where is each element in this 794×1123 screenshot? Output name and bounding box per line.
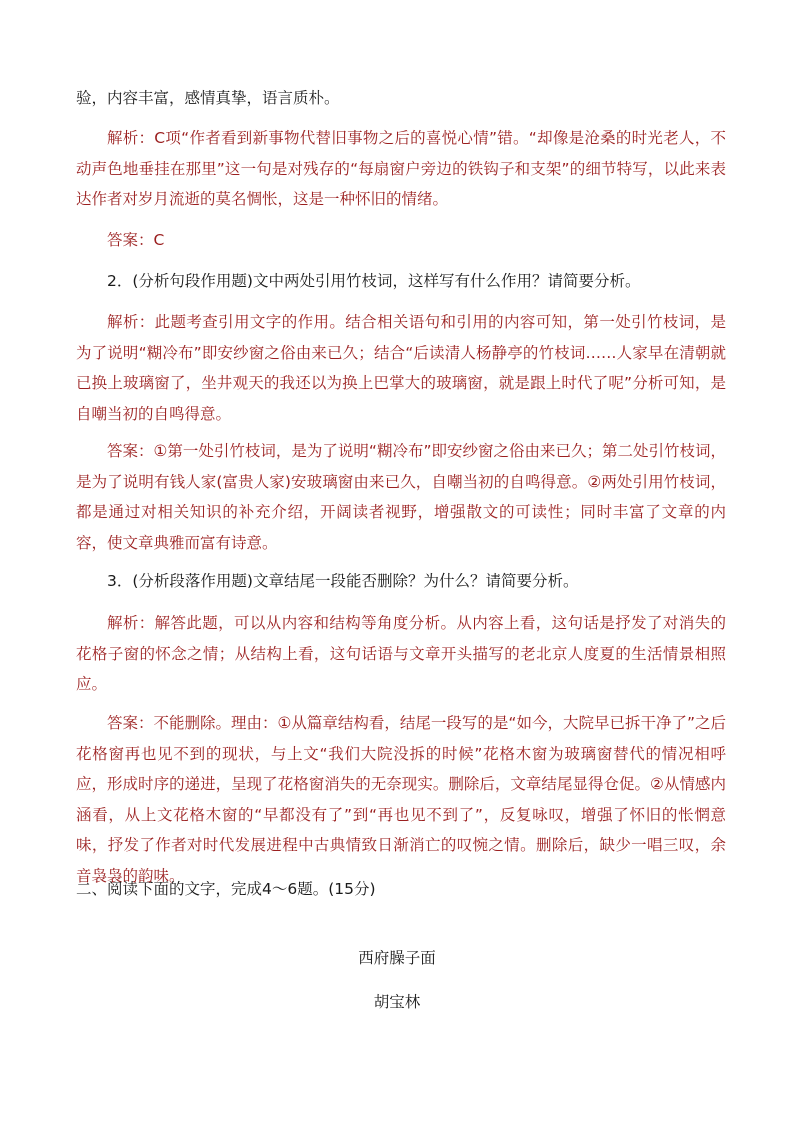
section-two-heading: 二、阅读下面的文字，完成4～6题。(15分) [76,880,376,898]
question-2: 2．(分析句段作用题)文中两处引用竹枝词，这样写有什么作用？请简要分析。 [107,272,641,290]
answer-q2: 答案：①第一处引竹枝词，是为了说明“糊冷布”即安纱窗之俗由来已久；第二处引竹枝词，是为了说明有钱人家(富贵人家)安玻璃窗由来已久，自嘲当初的自鸣得意。②两处引用竹枝词，都是通过对相关知识的补充介绍，开阔读者视野，增强散文的可读性；同时丰富了文章的内容，使文章典雅而富有诗意。 [76,442,726,552]
article-title: 西府臊子面 [358,949,436,967]
article-author: 胡宝林 [373,993,421,1011]
analysis-q2: 解析：此题考查引用文字的作用。结合相关语句和引用的内容可知，第一处引竹枝词，是为了说明“糊冷布”即安纱窗之俗由来已久；结合“后读清人杨静亭的竹枝词……人家早在清朝就已换上玻璃窗了，坐井观天的我还以为换上巴掌大的玻璃窗，就是跟上时代了呢”分析可知，是自嘲当初的自鸣得意。 [76,313,726,423]
answer-q1: 答案：C [107,231,165,249]
answer-q3: 答案：不能删除。理由：①从篇章结构看，结尾一段写的是“如今，大院早已拆干净了”之后花格窗再也见不到的现状，与上文“我们大院没拆的时候”花格木窗为玻璃窗替代的情况相呼应，形成时序的递进，呈现了花格窗消失的无奈现实。删除后，文章结尾显得仓促。②从情感内涵看，从上文花格木窗的“早都没有了”到“再也见不到了”，反复咏叹，增强了怀旧的怅惘意味，抒发了作者对时代发展进程中古典情致日渐消亡的叹惋之情。删除后，缺少一唱三叹，余音袅袅的韵味。 [76,714,726,885]
question-3: 3．(分析段落作用题)文章结尾一段能否删除？为什么？请简要分析。 [107,572,579,590]
analysis-q1: 解析：C项“作者看到新事物代替旧事物之后的喜悦心情”错。“却像是沧桑的时光老人，不动声色地垂挂在那里”这一句是对残存的“每扇窗户旁边的铁钩子和支架”的细节特写，以此来表达作者对岁月流逝的莫名惆怅，这是一种怀旧的情绪。 [76,129,726,208]
analysis-q3: 解析：解答此题，可以从内容和结构等角度分析。从内容上看，这句话是抒发了对消失的花格子窗的怀念之情；从结构上看，这句话语与文章开头描写的老北京人度夏的生活情景相照应。 [76,614,726,693]
paragraph-continuation: 验，内容丰富，感情真挚，语言质朴。 [76,89,340,107]
